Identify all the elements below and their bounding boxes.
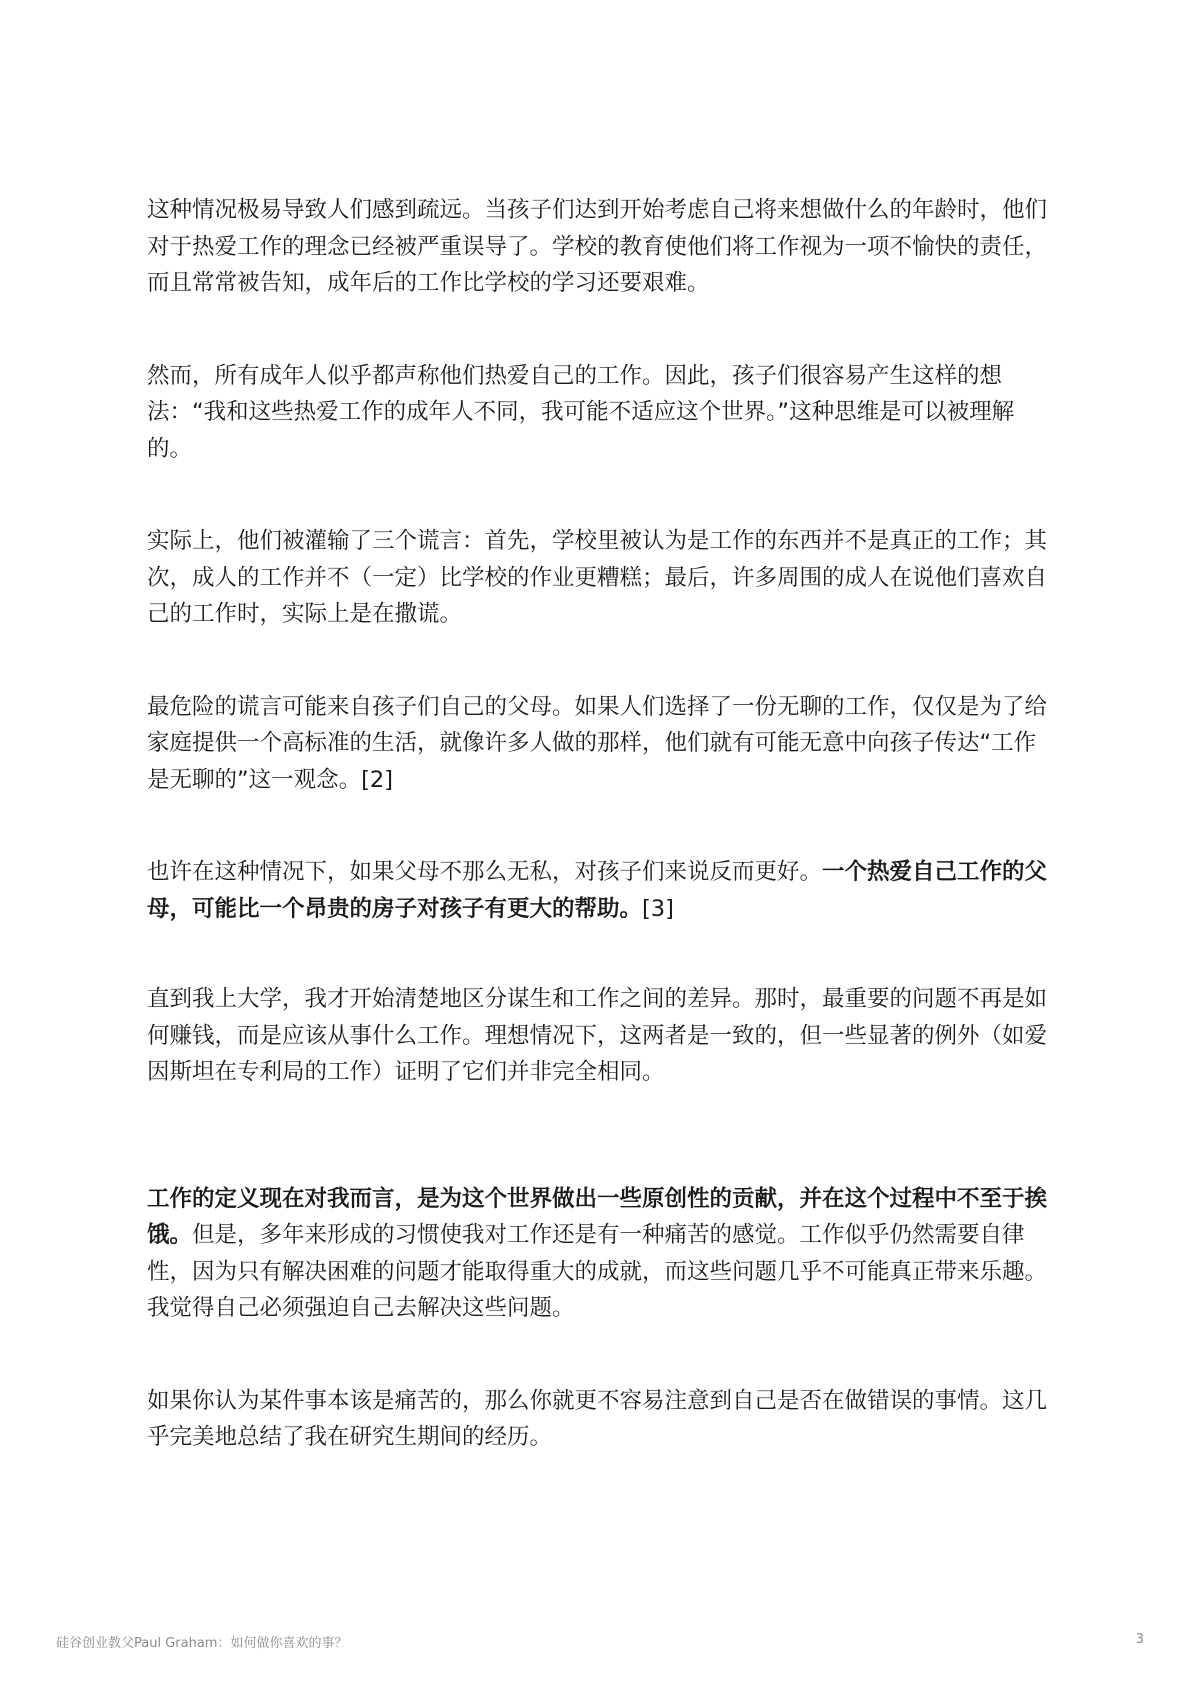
paragraph-5 [147,854,1053,927]
paragraph-8-text: 如果你认为某件事本该是痛苦的，那么你就更不容易注意到自己是否在做错误的事情。这几乎完美地总结了我在研究生期间的经历。 [147,1387,1048,1450]
paragraph-3 [147,523,1053,633]
paragraph-7-bold-text: 工作的定义现在对我而言，是为这个世界做出一些原创性的贡献，并在这个过程中不至于挨饿。 [147,1185,1048,1248]
paragraph-5-text: 也许在这种情况下，如果父母不那么无私，对孩子们来说反而更好。 [147,859,823,885]
paragraph-4 [147,689,1053,799]
paragraph-2-text: 然而，所有成年人似乎都声称他们热爱自己的工作。因此，孩子们很容易产生这样的想法：“我和这些热爱工作的成年人不同，我可能不适应这个世界。”这种思维是可以被理解的。 [147,362,1015,462]
paragraph-7 [147,1181,1053,1327]
paragraph-1 [147,192,1053,302]
paragraph-6 [147,981,1053,1091]
paragraph-1-text: 这种情况极易导致人们感到疏远。当孩子们达到开始考虑自己将来想做什么的年龄时，他们对于热爱工作的理念已经被严重误导了。学校的教育使他们将工作视为一项不愉快的责任，而且常常被告知，成年后的工作比学校的学习还要艰难。 [147,197,1048,296]
document-body [147,192,1053,1456]
paragraph-6-text: 直到我上大学，我才开始清楚地区分谋生和工作之间的差异。那时，最重要的问题不再是如何赚钱，而是应该从事什么工作。理想情况下，这两者是一致的，但一些显著的例外（如爱因斯坦在专利局的工作）证明了它们并非完全相同。 [147,986,1048,1085]
paragraph-7-text: 但是，多年来形成的习惯使我对工作还是有一种痛苦的感觉。工作似乎仍然需要自律性，因为只有解决困难的问题才能取得重大的成就，而这些问题几乎不可能真正带来乐趣。我觉得自己必须强迫自己去解决这些问题。 [147,1222,1048,1321]
paragraph-5-bold-text: 一个热爱自己工作的父母，可能比一个昂贵的房子对孩子有更大的帮助。 [147,859,1048,922]
paragraph-3-text: 实际上，他们被灌输了三个谎言：首先，学校里被认为是工作的东西并不是真正的工作；其次，成人的工作并不（一定）比学校的作业更糟糕；最后，许多周围的成人在说他们喜欢自己的工作时，实际上是在撒谎。 [147,528,1048,627]
paragraph-2 [147,358,1053,468]
paragraph-4-text: 最危险的谎言可能来自孩子们自己的父母。如果人们选择了一份无聊的工作，仅仅是为了给家庭提供一个高标准的生活，就像许多人做的那样，他们就有可能无意中向孩子传达“工作是无聊的”这一观念。[2] [147,693,1048,793]
paragraph-8 [147,1383,1053,1456]
page-footer [0,1632,1200,1652]
paragraph-5-footnote-ref: [3] [642,895,674,922]
footer-document-title: 硅谷创业教父Paul Graham：如何做你喜欢的事？ [56,1636,348,1651]
footer-page-number: 3 [1135,1632,1144,1647]
